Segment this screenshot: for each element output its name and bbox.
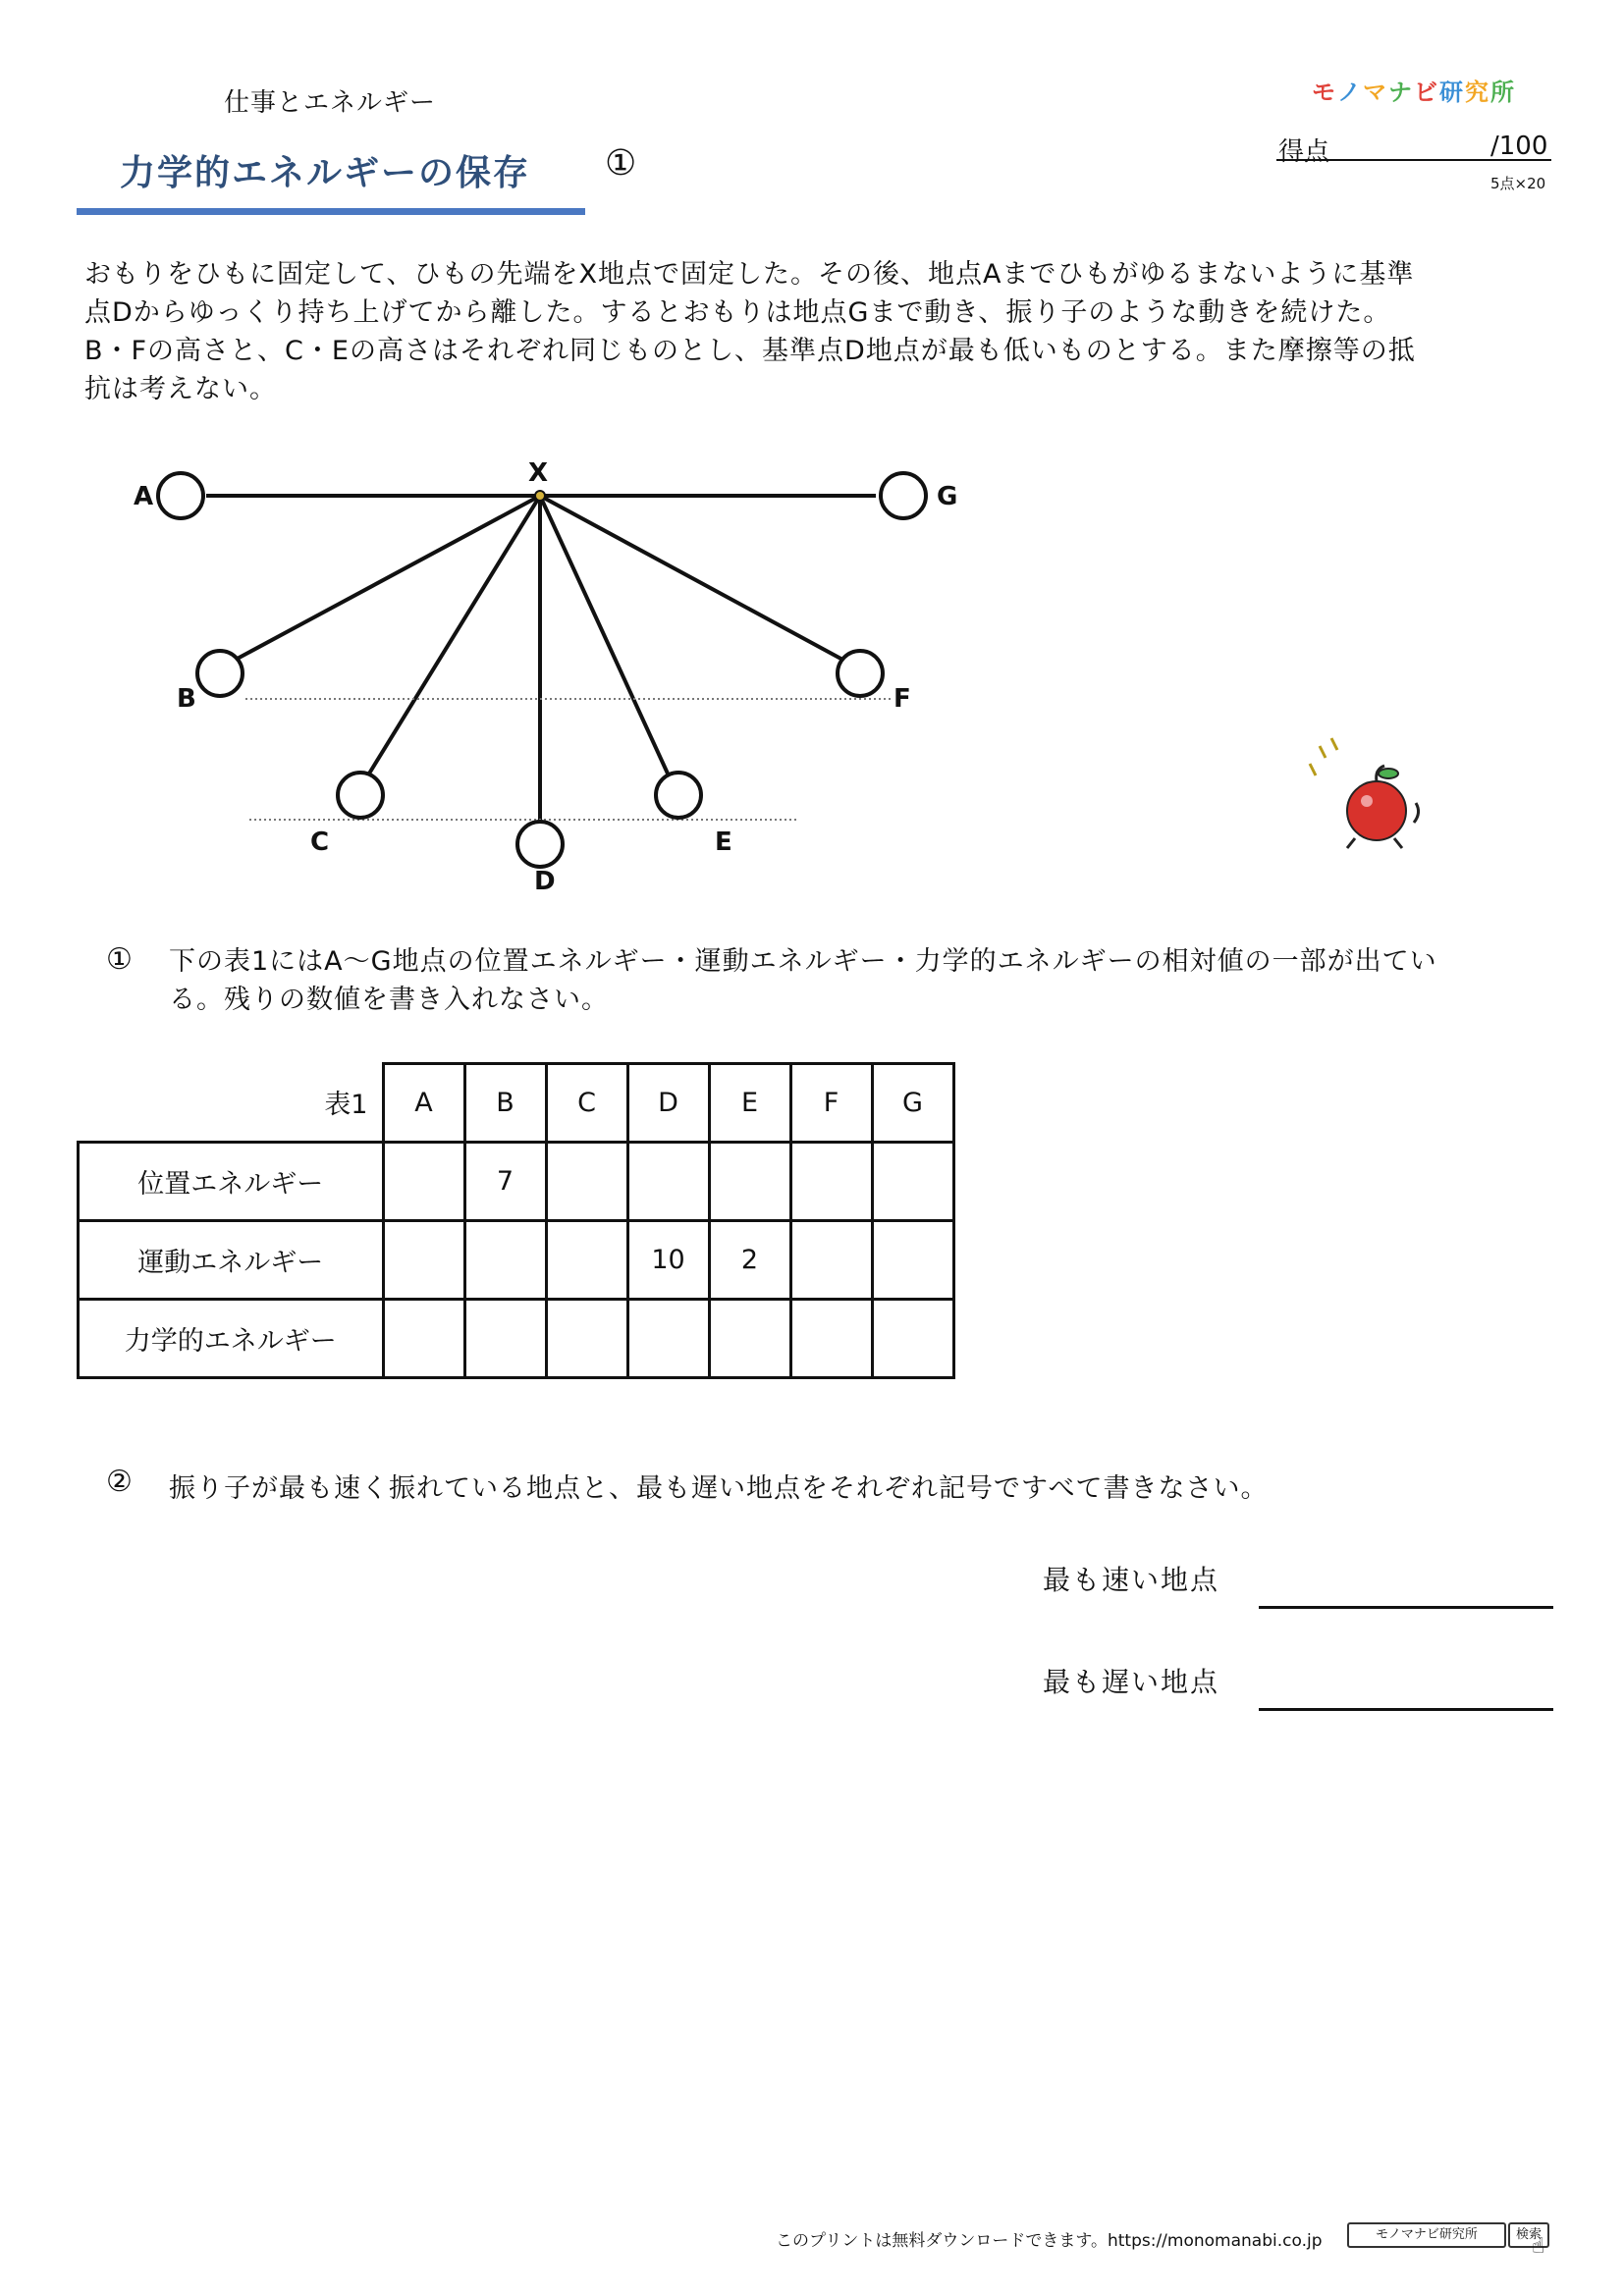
intro-line: B・Fの高さと、C・Eの高さはそれぞれ同じものとし、基準点D地点が最も低いものとする。また摩擦等の抵 — [84, 336, 1416, 366]
column-header: F — [790, 1064, 872, 1143]
answer-cell[interactable] — [546, 1221, 627, 1300]
label-C: C — [310, 828, 330, 857]
worksheet-title: 力学的エネルギーの保存 — [120, 153, 531, 193]
table-row — [79, 1300, 954, 1378]
string-F — [540, 496, 846, 662]
brand-logo-char: マ — [1363, 79, 1388, 106]
pendulum-diagram — [0, 0, 982, 903]
brand-logo-char: ノ — [1337, 79, 1363, 106]
brand-logo-char: ナ — [1388, 79, 1414, 106]
brand-logo-char: 所 — [1490, 79, 1516, 106]
table-caption: 表1 — [79, 1064, 384, 1143]
brand-logo-char: モ — [1312, 79, 1337, 106]
question-number: ② — [106, 1465, 134, 1499]
string-B — [232, 496, 540, 662]
row-header: 力学的エネルギー — [79, 1300, 384, 1378]
string-C — [369, 496, 540, 774]
brand-logo — [1312, 73, 1516, 107]
column-header: C — [546, 1064, 627, 1143]
question-text: 振り子が最も速く振れている地点と、最も遅い地点をそれぞれ記号ですべて書きなさい。 — [169, 1473, 1269, 1504]
brand-logo-char: 研 — [1439, 79, 1465, 106]
label-E: E — [715, 828, 732, 857]
pivot-X — [535, 491, 545, 501]
table-row — [79, 1143, 954, 1221]
label-B: B — [177, 684, 196, 714]
question-text: る。残りの数値を書き入れなさい。 — [169, 985, 609, 1015]
label-G: G — [937, 482, 958, 511]
column-header: B — [464, 1064, 546, 1143]
column-header: G — [872, 1064, 953, 1143]
weight-D — [517, 822, 563, 867]
fastest-point-label: 最も速い地点 — [1043, 1564, 1220, 1596]
answer-cell[interactable] — [872, 1300, 953, 1378]
label-X: X — [528, 458, 549, 488]
slowest-point-answer[interactable] — [1259, 1708, 1553, 1711]
hand-cursor-icon: ☝ — [1532, 2234, 1545, 2259]
fastest-point-answer[interactable] — [1259, 1606, 1553, 1609]
answer-cell[interactable]: 10 — [627, 1221, 709, 1300]
apple-mascot-icon — [1296, 736, 1434, 854]
answer-cell[interactable] — [709, 1143, 790, 1221]
weight-A — [158, 473, 203, 518]
answer-cell[interactable] — [627, 1143, 709, 1221]
brand-logo-char: ビ — [1414, 79, 1439, 106]
slowest-point-label: 最も遅い地点 — [1043, 1666, 1220, 1698]
answer-cell[interactable] — [464, 1221, 546, 1300]
answer-cell[interactable] — [383, 1300, 464, 1378]
score-total: /100 — [1490, 132, 1548, 161]
answer-cell[interactable] — [709, 1300, 790, 1378]
question-text: 下の表1にはA～G地点の位置エネルギー・運動エネルギー・力学的エネルギーの相対値の一部が出てい — [169, 946, 1437, 977]
footer-search-box: モノマナビ研究所 — [1347, 2222, 1506, 2248]
question-2 — [106, 1467, 1268, 1505]
answer-cell[interactable] — [790, 1300, 872, 1378]
answer-cell[interactable] — [627, 1300, 709, 1378]
label-D: D — [534, 867, 556, 896]
intro-line: おもりをひもに固定して、ひもの先端をX地点で固定した。その後、地点Aまでひもがゆるまないように基準 — [84, 259, 1415, 290]
intro-line: 抗は考えない。 — [84, 374, 277, 404]
answer-cell[interactable] — [464, 1300, 546, 1378]
answer-cell[interactable] — [872, 1221, 953, 1300]
table-row — [79, 1221, 954, 1300]
column-header: E — [709, 1064, 790, 1143]
weight-F — [838, 651, 883, 696]
energy-table — [77, 1062, 955, 1379]
brand-logo-char: 究 — [1465, 79, 1490, 106]
answer-cell[interactable] — [546, 1143, 627, 1221]
string-E — [540, 496, 668, 774]
score-note: 5点×20 — [1490, 175, 1546, 192]
answer-cell[interactable] — [383, 1143, 464, 1221]
answer-cell[interactable] — [790, 1143, 872, 1221]
question-1 — [106, 942, 1559, 1019]
footer-text: このプリントは無料ダウンロードできます。https://monomanabi.co.jp — [776, 2231, 1323, 2251]
answer-cell[interactable] — [790, 1221, 872, 1300]
answer-cell[interactable] — [383, 1221, 464, 1300]
label-A: A — [134, 482, 154, 511]
worksheet-subtitle: 仕事とエネルギー — [224, 88, 437, 118]
intro-line: 点Dからゆっくり持ち上げてから離した。するとおもりは地点Gまで動き、振り子のような動きを続けた。 — [84, 297, 1391, 328]
score-label: 得点 — [1278, 137, 1330, 167]
answer-cell[interactable] — [872, 1143, 953, 1221]
row-header: 運動エネルギー — [79, 1221, 384, 1300]
column-header: D — [627, 1064, 709, 1143]
answer-cell[interactable]: 2 — [709, 1221, 790, 1300]
answer-cell[interactable] — [546, 1300, 627, 1378]
weight-B — [197, 651, 243, 696]
label-F: F — [893, 684, 911, 714]
worksheet-number: ① — [605, 143, 637, 184]
footer-search-button: 検索 — [1508, 2222, 1549, 2248]
answer-cell[interactable]: 7 — [464, 1143, 546, 1221]
question-number: ① — [106, 942, 134, 977]
weight-C — [338, 773, 383, 818]
pendulum-strings — [206, 496, 876, 823]
weight-E — [656, 773, 701, 818]
row-header: 位置エネルギー — [79, 1143, 384, 1221]
column-header: A — [383, 1064, 464, 1143]
weight-G — [881, 473, 926, 518]
